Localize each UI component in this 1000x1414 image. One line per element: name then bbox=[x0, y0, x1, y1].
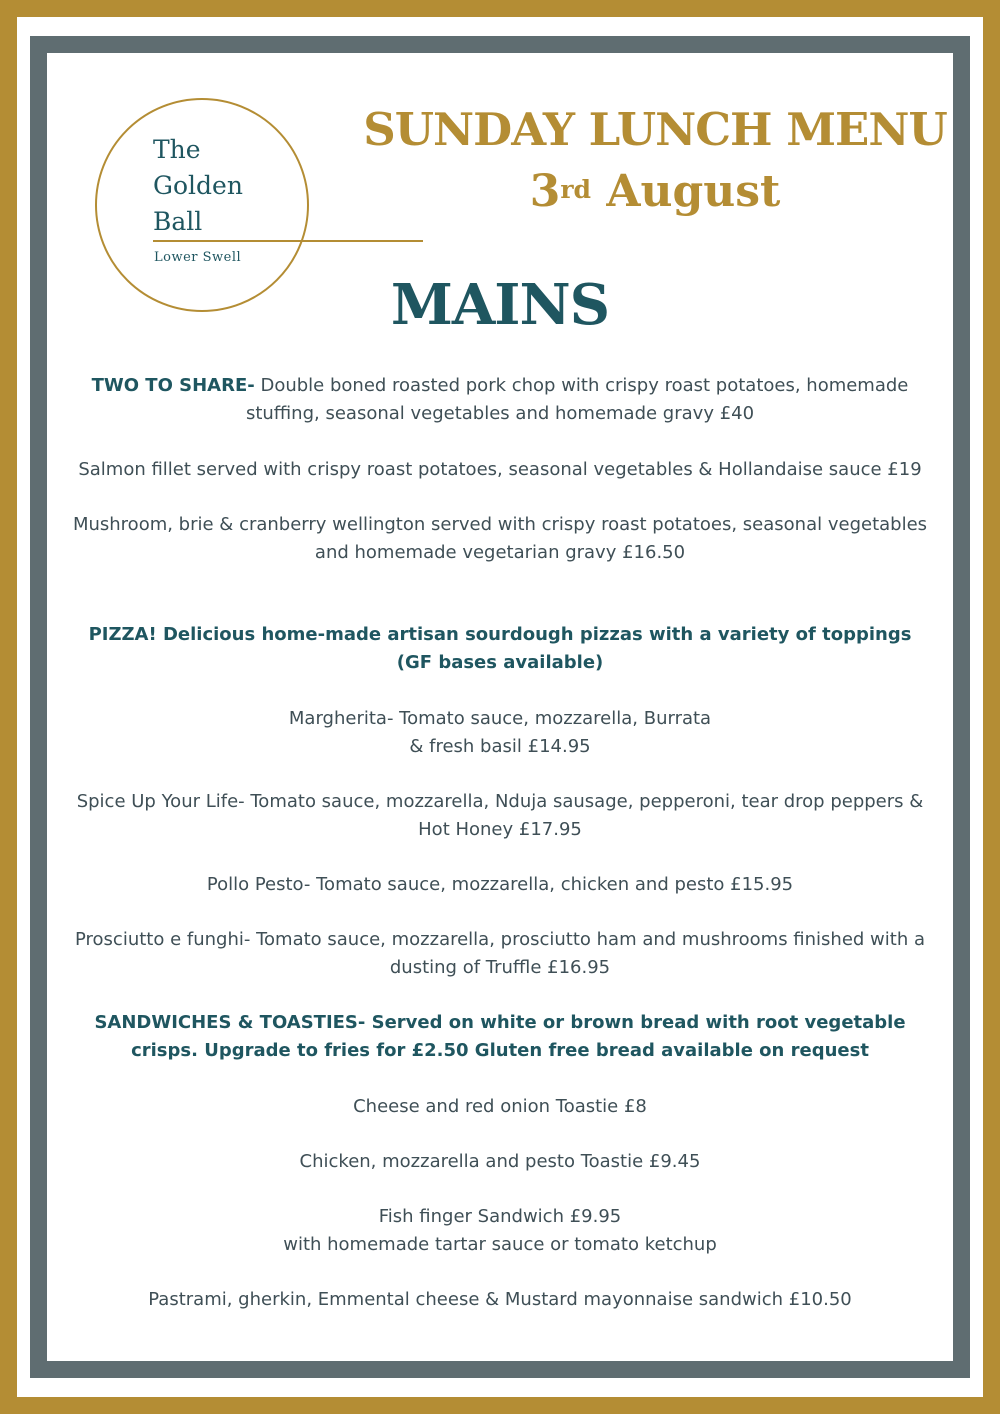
logo-name bbox=[153, 132, 243, 240]
logo-name-line-2: Golden bbox=[153, 171, 243, 200]
menu-item-fish-line-2: with homemade tartar sauce or tomato ketchup bbox=[283, 1234, 717, 1255]
menu-date-suffix: rd bbox=[560, 175, 591, 204]
menu-item-pollo-pesto: Pollo Pesto- Tomato sauce, mozzarella, chicken and pesto £15.95 bbox=[206, 874, 794, 895]
logo-location: Lower Swell bbox=[154, 250, 242, 265]
menu-item-fish-finger-sandwich bbox=[60, 1203, 940, 1259]
sandwiches-heading: SANDWICHES & TOASTIES- Served on white or brown bread with root vegetable crisps. Upgrade to fries for £2.50 Gluten free bread available on request bbox=[94, 1012, 906, 1061]
menu-item-two-to-share bbox=[60, 372, 940, 428]
menu-item-cheese-toastie: Cheese and red onion Toastie £8 bbox=[353, 1096, 647, 1117]
menu-body bbox=[60, 372, 940, 1314]
logo-name-line-3: Ball bbox=[153, 207, 203, 236]
menu-date-month: August bbox=[606, 166, 781, 217]
menu-item-margherita-line-2: & fresh basil £14.95 bbox=[409, 736, 591, 757]
menu-item-prosciutto: Prosciutto e funghi- Tomato sauce, mozzarella, prosciutto ham and mushrooms finished with a dusting of Truffle £16.95 bbox=[75, 929, 925, 978]
menu-item-margherita bbox=[60, 705, 940, 761]
menu-title-text: SUNDAY LUNCH MENU bbox=[363, 103, 947, 156]
menu-item-margherita-line-1: Margherita- Tomato sauce, mozzarella, Burrata bbox=[288, 708, 712, 729]
logo-divider-line bbox=[153, 240, 423, 242]
menu-date-day: 3 bbox=[529, 166, 561, 217]
menu-item-chicken-toastie: Chicken, mozzarella and pesto Toastie £9.45 bbox=[299, 1151, 701, 1172]
menu-date bbox=[360, 164, 950, 220]
menu-item-share-text: Double boned roasted pork chop with crispy roast potatoes, homemade stuffing, seasonal vegetables and homemade gravy £40 bbox=[245, 375, 909, 424]
menu-item-pastrami-sandwich: Pastrami, gherkin, Emmental cheese & Mustard mayonnaise sandwich £10.50 bbox=[148, 1289, 852, 1310]
section-title: MAINS bbox=[390, 272, 610, 338]
menu-title bbox=[360, 100, 950, 220]
menu-item-share-label: TWO TO SHARE- bbox=[91, 375, 255, 396]
pizza-heading: PIZZA! Delicious home-made artisan sourdough pizzas with a variety of toppings (GF bases available) bbox=[88, 624, 912, 673]
menu-item-spice-up-your-life: Spice Up Your Life- Tomato sauce, mozzarella, Nduja sausage, pepperoni, tear drop peppers & Hot Honey £17.95 bbox=[76, 791, 924, 840]
menu-item-fish-line-1: Fish finger Sandwich £9.95 bbox=[378, 1206, 622, 1227]
logo-name-line-1: The bbox=[153, 135, 201, 164]
menu-item-wellington: Mushroom, brie & cranberry wellington served with crispy roast potatoes, seasonal vegetables and homemade vegetarian gravy £16.50 bbox=[72, 514, 928, 563]
menu-item-salmon: Salmon fillet served with crispy roast potatoes, seasonal vegetables & Hollandaise sauce £19 bbox=[78, 459, 922, 480]
